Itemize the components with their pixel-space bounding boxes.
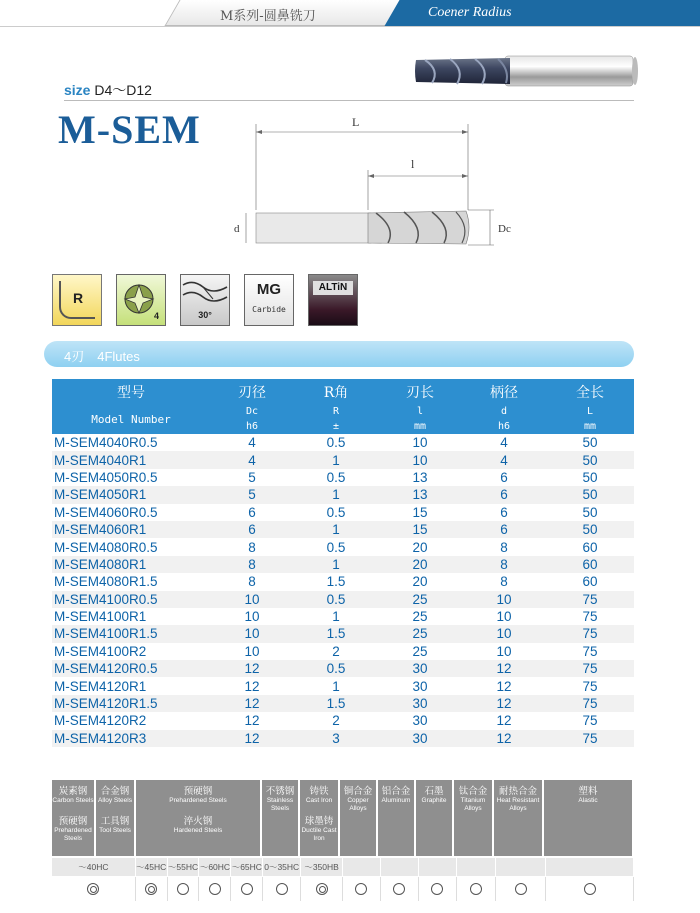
- hardness-cell: [381, 858, 419, 876]
- suitability-cell: [168, 877, 200, 901]
- material-cell: [544, 780, 634, 856]
- material-name-cn: 不锈钢: [265, 786, 295, 797]
- L-cell: 75: [546, 677, 634, 694]
- table-row: [52, 712, 634, 729]
- material-name-en: Prehardened Steels: [54, 827, 92, 842]
- model-cell: M-SEM4040R0.5: [52, 434, 210, 451]
- L-cell: 75: [546, 608, 634, 625]
- hardness-cell: [496, 858, 546, 876]
- table-row: [52, 538, 634, 555]
- helix-angle-label: 30°: [198, 310, 212, 320]
- l-cell: 30: [378, 730, 462, 747]
- material-name-cn: 铸铁: [309, 786, 329, 797]
- L-cell: 50: [546, 504, 634, 521]
- l-cell: 25: [378, 625, 462, 642]
- table-row: [52, 434, 634, 451]
- material-sub-label: Carbide: [252, 305, 286, 314]
- material-name-en: Alastic: [578, 797, 598, 804]
- d-cell: 6: [462, 486, 546, 503]
- material-cell: [494, 780, 544, 856]
- size-range: [64, 80, 152, 100]
- table-row: [52, 608, 634, 625]
- material-name-en: Hardened Steels: [173, 827, 223, 834]
- l-cell: 20: [378, 573, 462, 590]
- L-cell: 75: [546, 730, 634, 747]
- model-cell: M-SEM4060R1: [52, 521, 210, 538]
- corner-radius-label: R: [73, 290, 84, 306]
- r-cell: 0.5: [294, 434, 378, 451]
- L-cell: 75: [546, 591, 634, 608]
- material-name-cn: 石墨: [424, 786, 444, 797]
- header-dc-unit: h6: [210, 419, 294, 434]
- model-cell: M-SEM4120R2: [52, 712, 210, 729]
- header-L-sym: L: [546, 404, 634, 419]
- model-cell: M-SEM4100R1.5: [52, 625, 210, 642]
- hardness-cell: ～65HC: [231, 858, 263, 876]
- material-cell: [300, 780, 340, 856]
- L-cell: 50: [546, 451, 634, 468]
- l-cell: 13: [378, 486, 462, 503]
- table-row: [52, 660, 634, 677]
- flute-count-label: 4: [153, 311, 159, 321]
- header-dc-cn: 刃径: [210, 379, 294, 404]
- l-cell: 30: [378, 677, 462, 694]
- hardness-row: [52, 858, 634, 876]
- material-icon: [244, 274, 294, 326]
- l-cell: 15: [378, 504, 462, 521]
- table-header-sym: [52, 404, 634, 419]
- material-cell: [340, 780, 378, 856]
- r-cell: 1: [294, 486, 378, 503]
- l-cell: 20: [378, 556, 462, 573]
- material-name-cn: 钛合金: [458, 786, 488, 797]
- l-cell: 10: [378, 434, 462, 451]
- d-cell: 12: [462, 712, 546, 729]
- L-cell: 60: [546, 573, 634, 590]
- dc-cell: 5: [210, 469, 294, 486]
- circle-icon: [584, 883, 596, 895]
- table-row: [52, 591, 634, 608]
- hardness-cell: ～45HC: [136, 858, 168, 876]
- table-row: [52, 504, 634, 521]
- table-row: [52, 573, 634, 590]
- four-flute-icon: [116, 274, 166, 326]
- material-name-cn: 预硬钢: [183, 786, 213, 797]
- material-name-cn: 淬火钢: [183, 816, 213, 827]
- d-cell: 6: [462, 521, 546, 538]
- model-cell: M-SEM4120R1: [52, 677, 210, 694]
- header-L-unit: mm: [546, 419, 634, 434]
- d-cell: 4: [462, 434, 546, 451]
- material-cell: [96, 780, 136, 856]
- header-d-cn: 柄径: [462, 379, 546, 404]
- d-cell: 8: [462, 556, 546, 573]
- L-cell: 75: [546, 660, 634, 677]
- double-circle-icon: [316, 883, 328, 895]
- dc-cell: 8: [210, 556, 294, 573]
- model-cell: M-SEM4120R0.5: [52, 660, 210, 677]
- d-cell: 12: [462, 677, 546, 694]
- dc-cell: 10: [210, 625, 294, 642]
- hardness-cell: 0～35HC: [263, 858, 301, 876]
- dc-cell: 5: [210, 486, 294, 503]
- r-cell: 2: [294, 712, 378, 729]
- header-l-cn: 刃长: [378, 379, 462, 404]
- dc-cell: 12: [210, 695, 294, 712]
- dc-cell: 6: [210, 521, 294, 538]
- hardness-cell: [343, 858, 381, 876]
- header-model-en: Model Number: [52, 404, 210, 434]
- dc-cell: 10: [210, 643, 294, 660]
- double-circle-icon: [87, 883, 99, 895]
- hardness-cell: [457, 858, 497, 876]
- material-name-cn: 预硬钢: [58, 816, 88, 827]
- material-label: MG: [256, 281, 282, 298]
- table-header-cn: [52, 379, 634, 404]
- dim-d-label: d: [234, 223, 240, 235]
- suitability-cell: [231, 877, 263, 901]
- circle-icon: [393, 883, 405, 895]
- hardness-cell: ～40HC: [52, 858, 136, 876]
- l-cell: 25: [378, 591, 462, 608]
- flutes-label: 4刃 4Flutes: [64, 349, 140, 364]
- suitability-cell: [546, 877, 634, 901]
- material-name-en: Graphite: [421, 797, 447, 804]
- r-cell: 0.5: [294, 660, 378, 677]
- header-r-sym: R: [294, 404, 378, 419]
- d-cell: 6: [462, 469, 546, 486]
- coating-label: ALTiN: [313, 281, 353, 295]
- suitability-cell: [419, 877, 457, 901]
- helix-angle-icon: [180, 274, 230, 326]
- material-name-en: Stainless Steels: [266, 797, 294, 812]
- circle-icon: [241, 883, 253, 895]
- r-cell: 1: [294, 451, 378, 468]
- dc-cell: 4: [210, 434, 294, 451]
- hardness-cell: ～350HB: [301, 858, 343, 876]
- r-cell: 1.5: [294, 573, 378, 590]
- header-model-cn: 型号: [52, 379, 210, 404]
- hardness-cell: [419, 858, 457, 876]
- material-name-cn: 耐热合金: [498, 786, 537, 797]
- r-cell: 1: [294, 677, 378, 694]
- d-cell: 10: [462, 625, 546, 642]
- model-cell: M-SEM4060R0.5: [52, 504, 210, 521]
- size-value: D4～D12: [94, 82, 152, 98]
- spec-table-body: [52, 434, 634, 747]
- hardness-cell: ～60HC: [199, 858, 231, 876]
- circle-icon: [276, 883, 288, 895]
- dc-cell: 10: [210, 608, 294, 625]
- material-name-en: Copper Alloys: [347, 797, 369, 812]
- dc-cell: 10: [210, 591, 294, 608]
- r-cell: 1: [294, 608, 378, 625]
- header-divider: [0, 26, 700, 27]
- r-cell: 0.5: [294, 591, 378, 608]
- r-cell: 0.5: [294, 538, 378, 555]
- table-row: [52, 486, 634, 503]
- r-cell: 3: [294, 730, 378, 747]
- material-cell: [136, 780, 262, 856]
- suitability-cell: [199, 877, 231, 901]
- dim-Dc-label: Dc: [498, 223, 511, 235]
- L-cell: 50: [546, 521, 634, 538]
- model-cell: M-SEM4080R1.5: [52, 573, 210, 590]
- circle-icon: [177, 883, 189, 895]
- model-cell: M-SEM4100R1: [52, 608, 210, 625]
- dc-cell: 8: [210, 573, 294, 590]
- model-cell: M-SEM4100R2: [52, 643, 210, 660]
- material-name-cn: 合金钢: [100, 786, 130, 797]
- dc-cell: 12: [210, 660, 294, 677]
- header-L-cn: 全长: [546, 379, 634, 404]
- r-cell: 0.5: [294, 504, 378, 521]
- r-cell: 1: [294, 521, 378, 538]
- table-row: [52, 469, 634, 486]
- header-l-sym: l: [378, 404, 462, 419]
- L-cell: 60: [546, 556, 634, 573]
- material-name-en: Titanium Alloys: [460, 797, 486, 812]
- suitability-cell: [52, 877, 136, 901]
- material-cell: [454, 780, 494, 856]
- l-cell: 20: [378, 538, 462, 555]
- L-cell: 75: [546, 625, 634, 642]
- material-name-en: Cast Iron: [305, 797, 333, 804]
- d-cell: 12: [462, 695, 546, 712]
- dc-cell: 8: [210, 538, 294, 555]
- suitability-cell: [301, 877, 343, 901]
- l-cell: 30: [378, 712, 462, 729]
- header-dc-sym: Dc: [210, 404, 294, 419]
- l-cell: 10: [378, 451, 462, 468]
- suitability-cell: [496, 877, 546, 901]
- r-cell: 1.5: [294, 695, 378, 712]
- L-cell: 75: [546, 712, 634, 729]
- L-cell: 50: [546, 434, 634, 451]
- r-cell: 2: [294, 643, 378, 660]
- material-header-row: [52, 780, 634, 856]
- hardness-cell: [546, 858, 634, 876]
- header-left-title: M系列-圆鼻铣刀: [220, 9, 316, 24]
- table-row: [52, 695, 634, 712]
- spec-table: [52, 379, 634, 747]
- table-row: [52, 556, 634, 573]
- model-cell: M-SEM4080R1: [52, 556, 210, 573]
- d-cell: 8: [462, 538, 546, 555]
- header-right-title: Coener Radius: [428, 5, 512, 20]
- dc-cell: 4: [210, 451, 294, 468]
- material-suitability: [52, 780, 634, 901]
- r-cell: 1: [294, 556, 378, 573]
- model-cell: M-SEM4080R0.5: [52, 538, 210, 555]
- table-row: [52, 730, 634, 747]
- size-label: size: [64, 82, 91, 98]
- model-cell: M-SEM4050R1: [52, 486, 210, 503]
- circle-icon: [515, 883, 527, 895]
- model-cell: M-SEM4050R0.5: [52, 469, 210, 486]
- table-row: [52, 625, 634, 642]
- header-r-unit: ±: [294, 419, 378, 434]
- header-l-unit: mm: [378, 419, 462, 434]
- material-cell: [262, 780, 300, 856]
- L-cell: 75: [546, 695, 634, 712]
- model-title: M-SEM: [58, 107, 201, 152]
- suitability-cell: [343, 877, 381, 901]
- l-cell: 30: [378, 695, 462, 712]
- material-name-cn: 铝合金: [381, 786, 411, 797]
- material-name-cn: 炭素钢: [58, 786, 88, 797]
- L-cell: 75: [546, 643, 634, 660]
- d-cell: 12: [462, 660, 546, 677]
- material-name-cn: 球墨铸: [304, 816, 334, 827]
- model-cell: M-SEM4100R0.5: [52, 591, 210, 608]
- dim-L-label: L: [352, 115, 360, 129]
- material-name-en: Alloy Steels: [98, 797, 132, 804]
- material-cell: [52, 780, 96, 856]
- l-cell: 15: [378, 521, 462, 538]
- table-row: [52, 643, 634, 660]
- model-cell: M-SEM4120R3: [52, 730, 210, 747]
- suitability-cell: [136, 877, 168, 901]
- L-cell: 60: [546, 538, 634, 555]
- d-cell: 4: [462, 451, 546, 468]
- material-name-en: Aluminum: [381, 797, 411, 804]
- suitability-cell: [263, 877, 301, 901]
- circle-icon: [470, 883, 482, 895]
- material-cell: [378, 780, 416, 856]
- d-cell: 10: [462, 643, 546, 660]
- dc-cell: 6: [210, 504, 294, 521]
- header-d-unit: h6: [462, 419, 546, 434]
- flutes-section-bar: [44, 341, 634, 367]
- material-name-en: Ductile Cast Iron: [301, 827, 337, 842]
- r-cell: 1.5: [294, 625, 378, 642]
- table-row: [52, 677, 634, 694]
- table-row: [52, 451, 634, 468]
- L-cell: 50: [546, 486, 634, 503]
- table-row: [52, 521, 634, 538]
- l-cell: 25: [378, 643, 462, 660]
- d-cell: 8: [462, 573, 546, 590]
- d-cell: 10: [462, 608, 546, 625]
- material-cell: [416, 780, 454, 856]
- r-cell: 0.5: [294, 469, 378, 486]
- dc-cell: 12: [210, 712, 294, 729]
- model-cell: M-SEM4040R1: [52, 451, 210, 468]
- model-cell: M-SEM4120R1.5: [52, 695, 210, 712]
- suitability-cell: [381, 877, 419, 901]
- coating-icon: [308, 274, 358, 326]
- dc-cell: 12: [210, 677, 294, 694]
- l-cell: 30: [378, 660, 462, 677]
- l-cell: 25: [378, 608, 462, 625]
- suitability-row: [52, 877, 634, 901]
- circle-icon: [209, 883, 221, 895]
- header-d-sym: d: [462, 404, 546, 419]
- size-divider: [64, 100, 634, 101]
- d-cell: 10: [462, 591, 546, 608]
- hardness-cell: ～55HC: [168, 858, 200, 876]
- header-r-cn: R角: [294, 379, 378, 404]
- corner-radius-icon: [52, 274, 102, 326]
- dim-l-label: l: [411, 157, 415, 171]
- d-cell: 6: [462, 504, 546, 521]
- L-cell: 50: [546, 469, 634, 486]
- suitability-cell: [457, 877, 497, 901]
- dc-cell: 12: [210, 730, 294, 747]
- material-name-en: Heat Resistant Alloys: [496, 797, 540, 812]
- material-name-cn: 工具钢: [100, 816, 130, 827]
- material-name-cn: 铜合金: [343, 786, 373, 797]
- tool-dimension-drawing: [228, 110, 528, 260]
- material-name-cn: 塑料: [578, 786, 598, 797]
- l-cell: 13: [378, 469, 462, 486]
- feature-icons: [52, 274, 358, 326]
- product-photo: [410, 50, 640, 96]
- material-name-en: Carbon Steels: [52, 797, 94, 804]
- material-name-en: Prehardened Steels: [169, 797, 227, 804]
- page-header: [0, 0, 700, 28]
- circle-icon: [355, 883, 367, 895]
- material-name-en: Tool Steels: [99, 827, 131, 834]
- d-cell: 12: [462, 730, 546, 747]
- circle-icon: [431, 883, 443, 895]
- double-circle-icon: [145, 883, 157, 895]
